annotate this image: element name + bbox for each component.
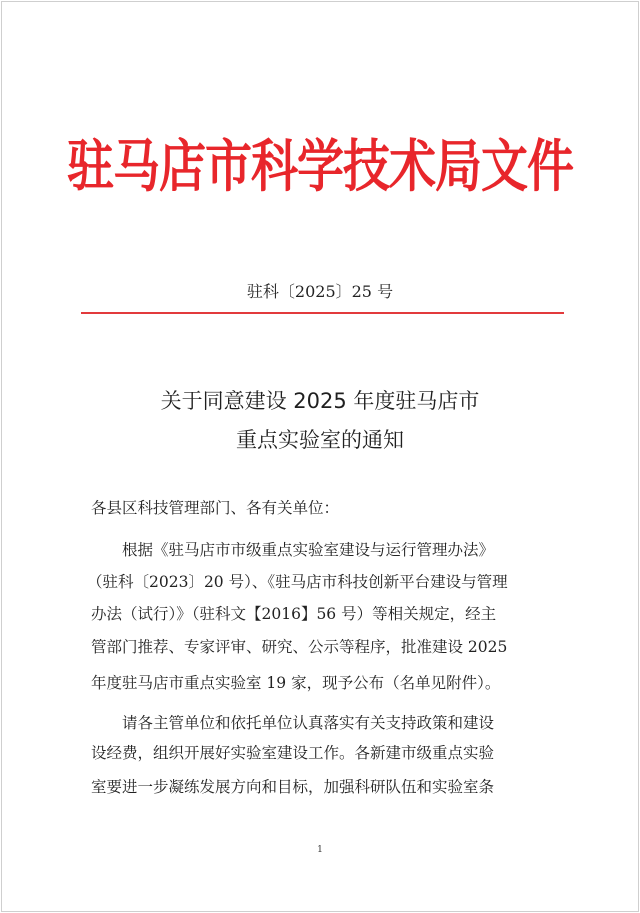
body-line: 管部门推荐、专家评审、研究、公示等程序，批准建设 2025 — [91, 638, 508, 656]
body-line: （驻科〔2023〕20 号）、《驻马店市科技创新平台建设与管理 — [87, 573, 508, 591]
notice-heading-line-1: 关于同意建设 2025 年度驻马店市 — [160, 389, 480, 413]
salutation: 各县区科技管理部门、各有关单位： — [91, 499, 340, 517]
notice-heading-line-2: 重点实验室的通知 — [236, 428, 404, 452]
document-number: 驻科〔2025〕25 号 — [246, 282, 394, 301]
body-line: 年度驻马店市重点实验室 19 家，现予公布（名单见附件）。 — [91, 674, 501, 692]
issuer-title: 驻马店市科学技术局文件 — [67, 134, 573, 200]
body-line: 设经费，组织开展好实验室建设工作。各新建市级重点实验 — [91, 744, 495, 762]
body-line: 请各主管单位和依托单位认真落实有关支持政策和建设 — [122, 714, 495, 732]
red-divider-line — [81, 312, 564, 314]
body-line: 根据《驻马店市市级重点实验室建设与运行管理办法》 — [122, 541, 495, 559]
page-number: 1 — [317, 845, 323, 855]
body-line: 室要进一步凝练发展方向和目标，加强科研队伍和实验室条 — [91, 778, 495, 796]
body-line: 办法（试行）》（驻科文【2016】56 号）等相关规定，经主 — [91, 605, 497, 623]
